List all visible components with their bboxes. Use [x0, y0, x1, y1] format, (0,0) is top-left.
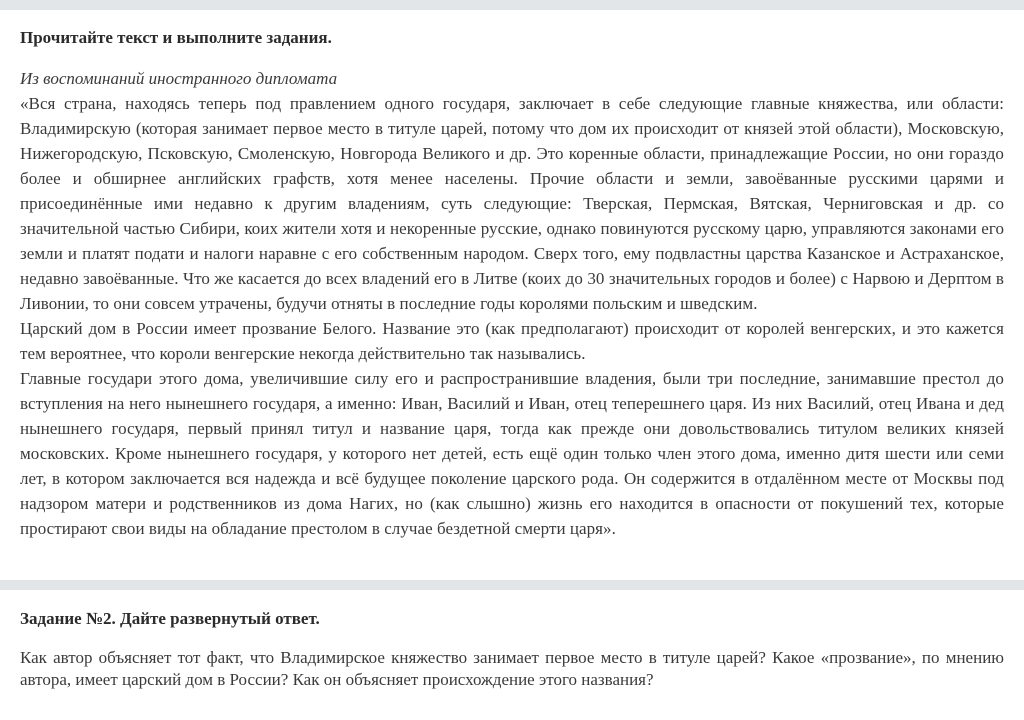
text-source-caption: Из воспоминаний иностранного дипломата — [20, 69, 338, 88]
task-question: Как автор объясняет тот факт, что Владимирское княжество занимает первое место в титуле царей? Какое «прозвание», по мнению автора, имеет царский дом в России? Как он объясняет происхождение этого названия? — [20, 648, 1004, 689]
section-divider — [0, 580, 1024, 590]
top-separator — [0, 0, 1024, 10]
task-heading: Задание №2. Дайте развернутый ответ. — [20, 609, 320, 628]
text-paragraph-2: Царский дом в России имеет прозвание Белого. Название это (как предполагают) происходит от королей венгерских, и это кажется тем вероятнее, что короли венгерские некогда действительно так назывались. — [20, 319, 1004, 363]
text-paragraph-1: «Вся страна, находясь теперь под правлением одного государя, заключает в себе следующие главные княжества, или области: Владимирскую (которая занимает первое место в титуле царей, потому что дом их происходит от князей этой области), Московскую, Нижегородскую, Псковскую, Смоленскую, Новгорода Великого и др. Это коренные области, принадлежащие России, но они гораздо более и обширнее английских графств, хотя менее населены. Прочие области и земли, завоёванные русскими царями и присоединённые ими недавно к другим владениям, суть следующие: Тверская, Пермская, Вятская, Черниговская и др. со значительной частью Сибири, коих жители хотя и некоренные русские, однако повинуются русскому царю, управляются законами его земли и платят подати и налоги наравне с его собственным народом. Сверх того, ему подвластны царства Казанское и Астраханское, недавно завоёванные. Что же касается до всех владений его в Литве (коих до 30 значительных городов и более) с Нарвою и Дерптом в Ливонии, то они совсем утрачены, будучи отняты в последние годы королями польским и шведским. — [20, 94, 1004, 313]
reading-instruction-heading: Прочитайте текст и выполните задания. — [20, 28, 332, 47]
task-card — [0, 590, 1024, 691]
reading-text-card — [0, 10, 1024, 564]
text-paragraph-3: Главные государи этого дома, увеличившие силу его и распространившие владения, были три последние, занимавшие престол до вступления на него нынешнего государя, а именно: Иван, Василий и Иван, отец теперешнего царя. Из них Василий, отец Ивана и дед нынешнего государя, первый принял титул и название царя, тогда как прежде они довольствовались титулом великих князей московских. Кроме нынешнего государя, у которого нет детей, есть ещё один только член этого дома, именно дитя шести или семи лет, в котором заключается вся надежда и всё будущее поколение царского рода. Он содержится в отдалённом месте от Москвы под надзором матери и родственников из дома Нагих, но (как слышно) жизнь его находится в опасности от покушений тех, которые простирают свои виды на обладание престолом в случае бездетной смерти царя». — [20, 369, 1004, 538]
